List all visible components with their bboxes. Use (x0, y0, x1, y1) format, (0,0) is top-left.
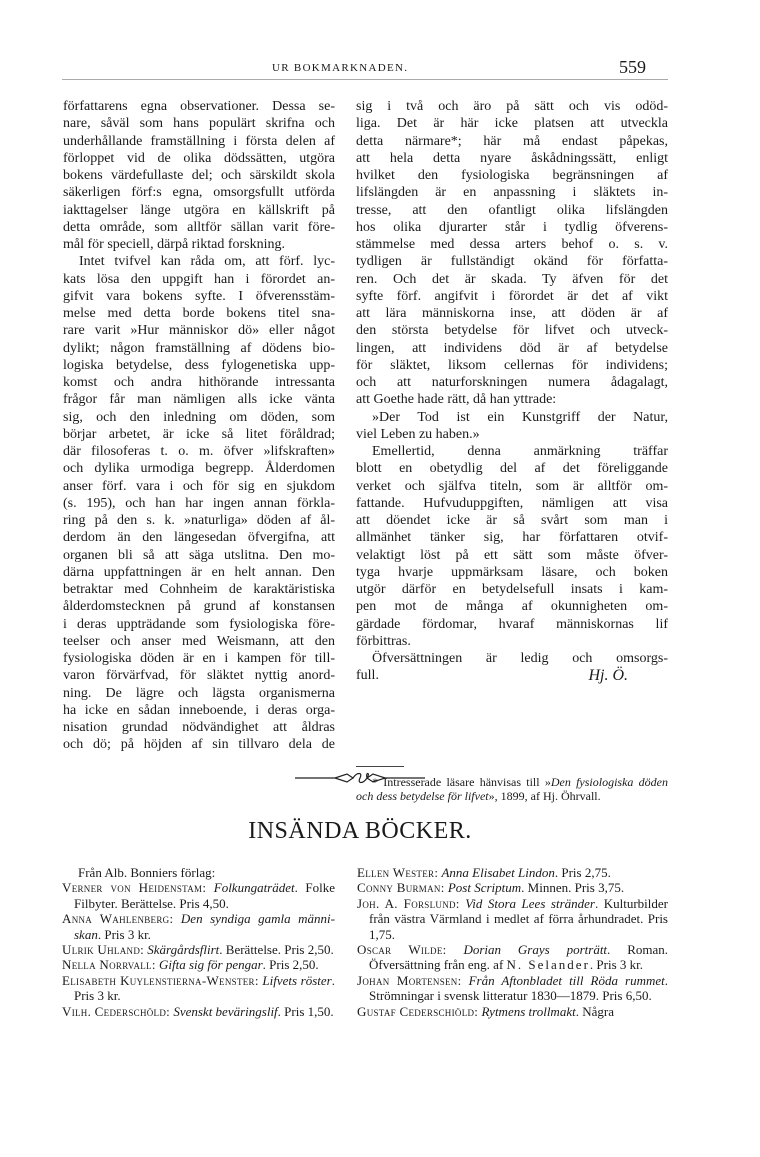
text-line: fysiologiska döden är en i kampen för till- (63, 651, 335, 666)
text-line: och dylika urmodiga begrepp. Ålderdomen (63, 461, 335, 477)
book-entry (357, 880, 668, 895)
text-line: organen bli så att säga utslitna. Den mo- (63, 547, 335, 563)
book-author: Conny Burman: (357, 880, 445, 896)
book-author: Ellen Wester: (357, 865, 439, 880)
text-line: liga. Det är här icke platsen att utveckla (356, 116, 668, 132)
running-header-title: UR BOKMARKNADEN. (272, 62, 409, 74)
book-author: Joh. A. Forslund: (357, 895, 460, 911)
book-title: Rytmens trollmakt (481, 1003, 576, 1019)
book-author: Verner von Heidenstam: (62, 880, 207, 896)
text-line: att hela detta nyare åskådningssätt, enligt (356, 150, 668, 166)
text-line: underhållande framställning i första delen af (63, 133, 335, 149)
book-details: . Berättelse. Pris 2,50. (219, 942, 334, 958)
text-line: gärdade fördomar, hvaraf människornas lif (356, 616, 668, 632)
text-line: melse med detta borde bokens titel sna- (63, 306, 335, 321)
text-line: ålderdomstecknen på grund af konstansen (63, 599, 335, 615)
book-author: Johan Mortensen: (357, 972, 462, 988)
text-line: viel Leben zu haben.» (356, 426, 480, 442)
text-line: Intet tvifvel kan råda om, att förf. lyc- (79, 254, 335, 270)
text-line: tyga hvarje uppmärksam läsare, och boken (356, 564, 668, 580)
text-line: allmänhet tänker sig, har författaren otvif- (356, 530, 668, 546)
text-line: ring på den s. k. »naturliga» döden af ål- (63, 513, 335, 528)
header-rule (62, 79, 668, 80)
book-author: Nella Norrvall: (62, 957, 156, 973)
text-line: komst och andra hithörande intressanta (63, 375, 335, 390)
book-details: . Strömningar i svensk litteratur 1830—1879. Pris 6,50. (369, 972, 669, 1004)
book-details: . Kulturbilder från västra Värmland i medlet af förra århundradet. Pris 1,75. (369, 895, 669, 942)
received-books-right (357, 865, 668, 1019)
text-line: ren. Och det är skada. Ty äfven för det (356, 271, 668, 287)
text-line: förloppet vid de olika dödssätten, utgöra (63, 150, 335, 166)
text-line: iakttagelser länge utgöra en källskrift på (63, 202, 335, 218)
text-line: dylikt; någon framställning af dödens bio- (63, 340, 335, 356)
text-line: Öfversättningen är ledig och omsorgs- (372, 651, 668, 666)
text-line: hvilket den fysiologiska begränsningen af (356, 168, 668, 183)
book-translator: N. Selander (506, 957, 590, 973)
book-entry (62, 911, 335, 942)
text-line: den största betydelse för lifvet och utveck- (356, 323, 668, 339)
book-title: Folkungaträdet (213, 880, 295, 896)
ornament-divider-icon (295, 770, 425, 786)
text-line: fattande. Hufvuduppgiften, nämligen att visa (356, 495, 668, 511)
text-line: tresse, att den ofantligt olika lifslängden (356, 202, 668, 218)
text-line: därna uppfattningen är en helt annan. Den (63, 564, 335, 580)
text-line: stämmelse med dessa arters behof o. s. v. (356, 237, 668, 252)
text-line: förbittras. (356, 633, 411, 649)
section-title: INSÄNDA BÖCKER. (248, 818, 472, 844)
book-details: . Minnen. Pris 3,75. (521, 880, 625, 896)
received-books-left (62, 865, 335, 1019)
text-line: pen mot de många af okunnigheten om- (356, 599, 668, 615)
book-entry (357, 942, 668, 973)
text-line: lifslängden är en anpassning i släktets in- (356, 185, 668, 201)
footnote-rule (356, 766, 404, 767)
text-line: gifvit vara bokens syfte. I öfverensstäm- (63, 288, 335, 304)
text-line: att lära människorna inse, att döden är af (356, 306, 668, 321)
text-line: och dö; på höjden af sin tillvaro dela de (63, 737, 335, 753)
text-line: ning. De lägre och lägsta organismerna (63, 685, 335, 701)
text-line: kats lösa den uppgift han i förordet an- (63, 271, 335, 287)
book-details: . Folke Filbyter. Berättelse. Pris 4,50. (74, 880, 335, 911)
text-line: utgör därför en betydelsefull insats i kam- (356, 582, 668, 597)
book-author: Vilh. Cederschöld: (62, 1003, 171, 1019)
text-line: bokens värdefullaste del; och särskildt skola (63, 168, 335, 183)
book-entry (62, 1004, 335, 1019)
book-author: Anna Wahlenberg: (62, 911, 174, 927)
text-line: sig, och den inledning om döden, som (63, 409, 335, 425)
book-title: Från Aftonbladet till Röda rummet (468, 972, 665, 988)
book-title: Lifvets röster (262, 972, 332, 988)
text-line: derdom än den längesedan öfvergifna, att (63, 530, 335, 546)
text-line: säkerligen förf:s egna, omsorgsfullt utförda (63, 185, 335, 201)
text-line: anser förf. vara i och för sig en sjukdom (63, 478, 335, 494)
book-title: Dorian Grays porträtt (463, 942, 608, 958)
footnote-suffix: », 1899, af Hj. Öhrvall. (488, 788, 601, 803)
book-title: Post Scriptum (447, 880, 522, 896)
text-line: i deras uppträdande som fysiologiska före- (63, 616, 335, 632)
text-line: teelser och anser med Weismann, att den (63, 633, 335, 649)
text-line: »Der Tod ist ein Kunstgriff der Natur, (372, 409, 668, 425)
book-author: Oscar Wilde: (357, 942, 447, 958)
book-author: Ulrik Uhland: (62, 942, 145, 958)
book-details: . Pris 3 kr. (74, 972, 335, 1004)
text-line: hos olika djurarter står i tydlig öfverens- (356, 219, 668, 235)
text-line: nisation grundad nödvändighet att åldras (63, 720, 335, 735)
book-title: Gifta sig för pengar (159, 957, 263, 973)
text-line: sig i två och äro på sätt och vis odöd- (356, 99, 668, 114)
book-title: Den syndiga gamla männi-skan (74, 911, 335, 942)
book-details: . Pris 3 kr. (97, 926, 151, 942)
book-details: . Pris 1,50. (277, 1003, 334, 1019)
closing-text: full. (356, 668, 379, 684)
book-details-2: . Pris 3 kr. (589, 957, 643, 973)
text-line: verket och själfva titeln, som är alltför om- (356, 478, 668, 494)
text-line: blott en obetydlig del af det föreliggande (356, 461, 668, 477)
book-entry (62, 957, 335, 972)
book-author: Elisabeth Kuylenstierna-Wenster: (62, 972, 259, 988)
book-title: Skärgårdsflirt (147, 942, 220, 958)
book-entry (62, 973, 335, 1004)
running-header (0, 57, 760, 80)
book-entry (357, 973, 668, 1004)
text-line: velaktigt löst på ett sätt som måste öfver- (356, 547, 668, 563)
text-line: och att naturforskningen numera ådagalagt, (356, 375, 668, 390)
closing-line (356, 667, 668, 684)
text-line: frågor får man nämligen alls icke vänta (63, 392, 335, 408)
book-entry (357, 865, 668, 880)
text-line: detta närmare*; här må endast påpekas, (356, 133, 668, 149)
book-details: . Pris 2,50. (262, 957, 319, 973)
text-line: börjar arbetet, är icke så litet föråldrad; (63, 426, 335, 442)
text-line: syfte förf. angifvit i förordet är det af vikt (356, 288, 668, 304)
right-text-column (356, 98, 668, 685)
text-line: ha icke en sådan inneboende, i deras orga- (63, 702, 335, 718)
book-title: Anna Elisabet Lindon (441, 865, 555, 880)
footnote-title: Den fysiologiska döden och dess betydelse för lifvet (356, 775, 669, 803)
text-line: Emellertid, denna anmärkning träffar (372, 444, 668, 459)
text-line: författarens egna observationer. Dessa se- (63, 99, 335, 114)
book-details: . Några (575, 1003, 614, 1019)
left-text-column (63, 98, 335, 754)
signature: Hj. Ö. (588, 667, 628, 685)
text-line: (s. 195), och han har ingen annan förkla- (63, 495, 335, 511)
footnote-prefix: * Intresserade läsare hänvisas till » (372, 775, 551, 789)
text-line: för släktet, liksom cellernas för individens; (356, 357, 668, 373)
book-details: . Roman. Öfversättning från eng. af (369, 942, 668, 973)
book-entry (62, 942, 335, 957)
book-title: Svenskt beväringslif (173, 1003, 278, 1019)
book-author: Gustaf Cederschiöld: (357, 1003, 479, 1019)
text-line: att Goethe hade rätt, då han yttrade: (356, 392, 557, 408)
book-details: . Pris 2,75. (554, 865, 611, 880)
book-entry (357, 1004, 668, 1019)
text-line: varon förvärfvad, för släktet nyttig anord- (63, 668, 335, 684)
text-line: detta område, som alltför sällan varit före- (63, 219, 335, 235)
text-line: att döendet icke är så svårt som man i (356, 513, 668, 528)
text-line: nare, såväl som hans populärt skrifna och (63, 116, 335, 132)
text-line: lingen, att individens död är af betydelse (356, 340, 668, 356)
text-line: där filosoferas t. o. m. öfver »lifskraften» (63, 444, 335, 459)
page-number: 559 (619, 57, 646, 77)
book-title: Vid Stora Lees stränder (465, 895, 595, 911)
text-line: tydligen är fullständigt okänd för författa- (356, 254, 668, 270)
text-line: rare varit »Hur människor dö» eller något (63, 323, 335, 339)
text-line: mål för speciell, därpå riktad forskning. (63, 237, 285, 252)
book-entry (62, 880, 335, 911)
text-line: betraktar med Cohnheim de karaktäristiska (63, 582, 335, 597)
book-entry (357, 896, 668, 942)
publisher-heading: Från Alb. Bonniers förlag: (78, 865, 216, 880)
text-line: logiska betydelse, dess fylogenetiska upp- (63, 357, 335, 373)
